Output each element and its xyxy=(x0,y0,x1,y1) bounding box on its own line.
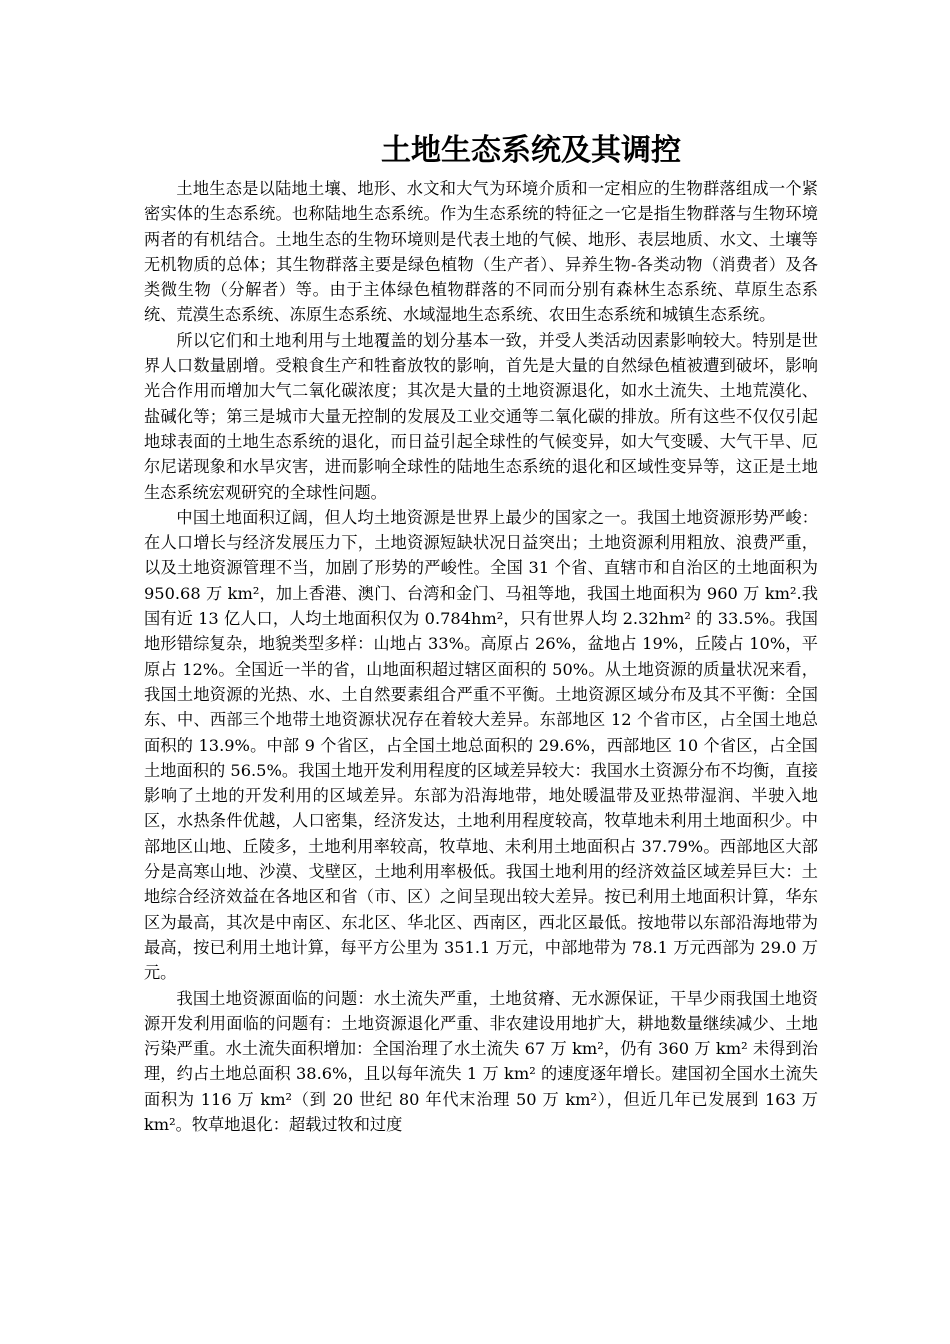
paragraph: 所以它们和土地利用与土地覆盖的划分基本一致，并受人类活动因素影响较大。特别是世界人口数量剧增。受粮食生产和牲畜放牧的影响，首先是大量的自然绿色植被遭到破坏，影响光合作用而增加大气二氧化碳浓度；其次是大量的土地资源退化，如水土流失、土地荒漠化、盐碱化等；第三是城市大量无控制的发展及工业交通等二氧化碳的排放。所有这些不仅仅引起地球表面的土地生态系统的退化，而日益引起全球性的气候变异，如大气变暖、大气干旱、厄尔尼诺现象和水旱灾害，进而影响全球性的陆地生态系统的退化和区域性变异等，这正是土地生态系统宏观研究的全球性问题。 xyxy=(144,330,818,502)
paragraph: 土地生态是以陆地土壤、地形、水文和大气为环境介质和一定相应的生物群落组成一个紧密实体的生态系统。也称陆地生态系统。作为生态系统的特征之一它是指生物群落与生物环境两者的有机结合。土地生态的生物环境则是代表土地的气候、地形、表层地质、水文、土壤等无机物质的总体；其生物群落主要是绿色植物（生产者）、异养生物-各类动物（消费者）及各类微生物（分解者）等。由于主体绿色植物群落的不同而分别有森林生态系统、草原生态系统、荒漠生态系统、冻原生态系统、水域湿地生态系统、农田生态系统和城镇生态系统。 xyxy=(144,179,818,325)
document-title: 土地生态系统及其调控 xyxy=(381,133,681,168)
paragraph: 我国土地资源面临的问题：水土流失严重，土地贫瘠、无水源保证，干旱少雨我国土地资源开发利用面临的问题有：土地资源退化严重、非农建设用地扩大，耕地数量继续减少、土地污染严重。水土流失面积增加：全国治理了水土流失 67 万 km²，仍有 360 万 km² 未得到治理，约占土地总面积 38.6%，且以每年流失 1 万 km² 的速度逐年增长。建国初全国水土流失面积为 116 万 km²（到 20 世纪 80 年代末治理 50 万 km²），但近几年已发展到 163 万 km²。牧草地退化：超载过牧和过度 xyxy=(144,988,818,1134)
document-body xyxy=(144,176,818,1137)
paragraph: 中国土地面积辽阔，但人均土地资源是世界上最少的国家之一。我国土地资源形势严峻：在人口增长与经济发展压力下，土地资源短缺状况日益突出；土地资源利用粗放、浪费严重，以及土地资源管理不当，加剧了形势的严峻性。全国 31 个省、直辖市和自治区的土地面积为 950.68 万 km²，加上香港、澳门、台湾和金门、马祖等地，我国土地面积为 960 万 km².我国有近 13 亿人口，人均土地面积仅为 0.784hm²，只有世界人均 2.32hm² 的 33.5%。我国地形错综复杂，地貌类型多样：山地占 33%。高原占 26%，盆地占 19%，丘陵占 10%，平原占 12%。全国近一半的省，山地面积超过辖区面积的 50%。从土地资源的质量状况来看，我国土地资源的光热、水、土自然要素组合严重不平衡。土地资源区域分布及其不平衡：全国东、中、西部三个地带土地资源状况存在着较大差异。东部地区 12 个省市区，占全国土地总面积的 13.9%。中部 9 个省区，占全国土地总面积的 29.6%，西部地区 10 个省区，占全国土地面积的 56.5%。我国土地开发利用程度的区域差异较大：我国水土资源分布不均衡，直接影响了土地的开发利用的区域差异。东部为沿海地带，地处暖温带及亚热带湿润、半驶入地区，水热条件优越，人口密集，经济发达，土地利用程度较高，牧草地未利用土地面积少。中部地区山地、丘陵多，土地利用率较高，牧草地、未利用土地面积占 37.79%。西部地区大部分是高寒山地、沙漠、戈壁区，土地利用率极低。我国土地利用的经济效益区域差异巨大：土地综合经济效益在各地区和省（市、区）之间呈现出较大差异。按已利用土地面积计算，华东区为最高，其次是中南区、东北区、华北区、西南区，西北区最低。按地带以东部沿海地带为最高，按已利用土地计算，每平方公里为 351.1 万元，中部地带为 78.1 万元西部为 29.0 万元。 xyxy=(144,507,818,983)
